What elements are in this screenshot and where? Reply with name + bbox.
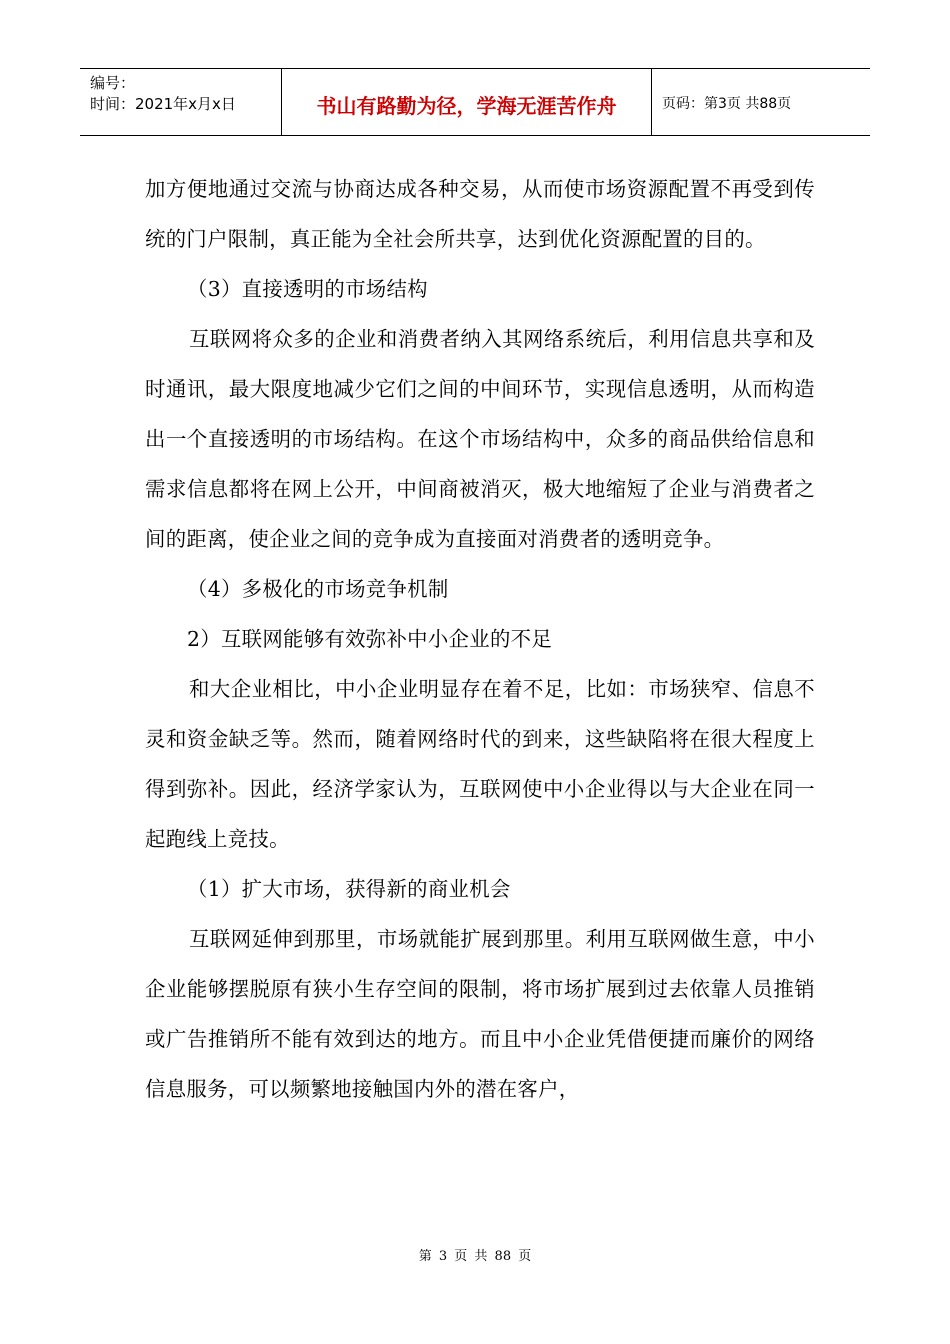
header-page-code: 页码：第3页 共88页 [662, 96, 792, 112]
paragraph: 互联网将众多的企业和消费者纳入其网络系统后，利用信息共享和及时通讯，最大限度地减少它们之间的中间环节，实现信息透明，从而构造出一个直接透明的市场结构。在这个市场结构中，众多的商品供给信息和需求信息都将在网上公开，中间商被消灭，极大地缩短了企业与消费者之间的距离，使企业之间的竞争成为直接面对消费者的透明竞争。 [145, 327, 815, 551]
section-heading-3: （3）直接透明的市场结构 [187, 277, 428, 301]
document-body [145, 164, 815, 1114]
section-heading-1: （1）扩大市场，获得新的商业机会 [187, 877, 511, 901]
page-header [80, 68, 870, 136]
header-motto: 书山有路勤为径，学海无涯苦作舟 [282, 69, 652, 135]
page-footer: 第 3 页 共 88 页 [418, 1249, 532, 1264]
section-heading-4: （4）多极化的市场竞争机制 [187, 577, 449, 601]
paragraph: 互联网延伸到那里，市场就能扩展到那里。利用互联网做生意，中小企业能够摆脱原有狭小生存空间的限制，将市场扩展到过去依靠人员推销或广告推销所不能有效到达的地方。而且中小企业凭借便捷而廉价的网络信息服务，可以频繁地接触国内外的潜在客户， [145, 927, 815, 1101]
paragraph-continuation: 加方便地通过交流与协商达成各种交易，从而使市场资源配置不再受到传统的门户限制，真正能为全社会所共享，达到优化资源配置的目的。 [145, 177, 815, 251]
paragraph: 和大企业相比，中小企业明显存在着不足，比如：市场狭窄、信息不灵和资金缺乏等。然而，随着网络时代的到来，这些缺陷将在很大程度上得到弥补。因此，经济学家认为，互联网使中小企业得以与大企业在同一起跑线上竞技。 [145, 677, 815, 851]
document-number-label: 编号： [90, 74, 136, 92]
header-meta [80, 69, 282, 135]
section-heading-2: 2）互联网能够有效弥补中小企业的不足 [187, 627, 553, 651]
document-time-label: 时间：2021年x月x日 [90, 95, 236, 113]
